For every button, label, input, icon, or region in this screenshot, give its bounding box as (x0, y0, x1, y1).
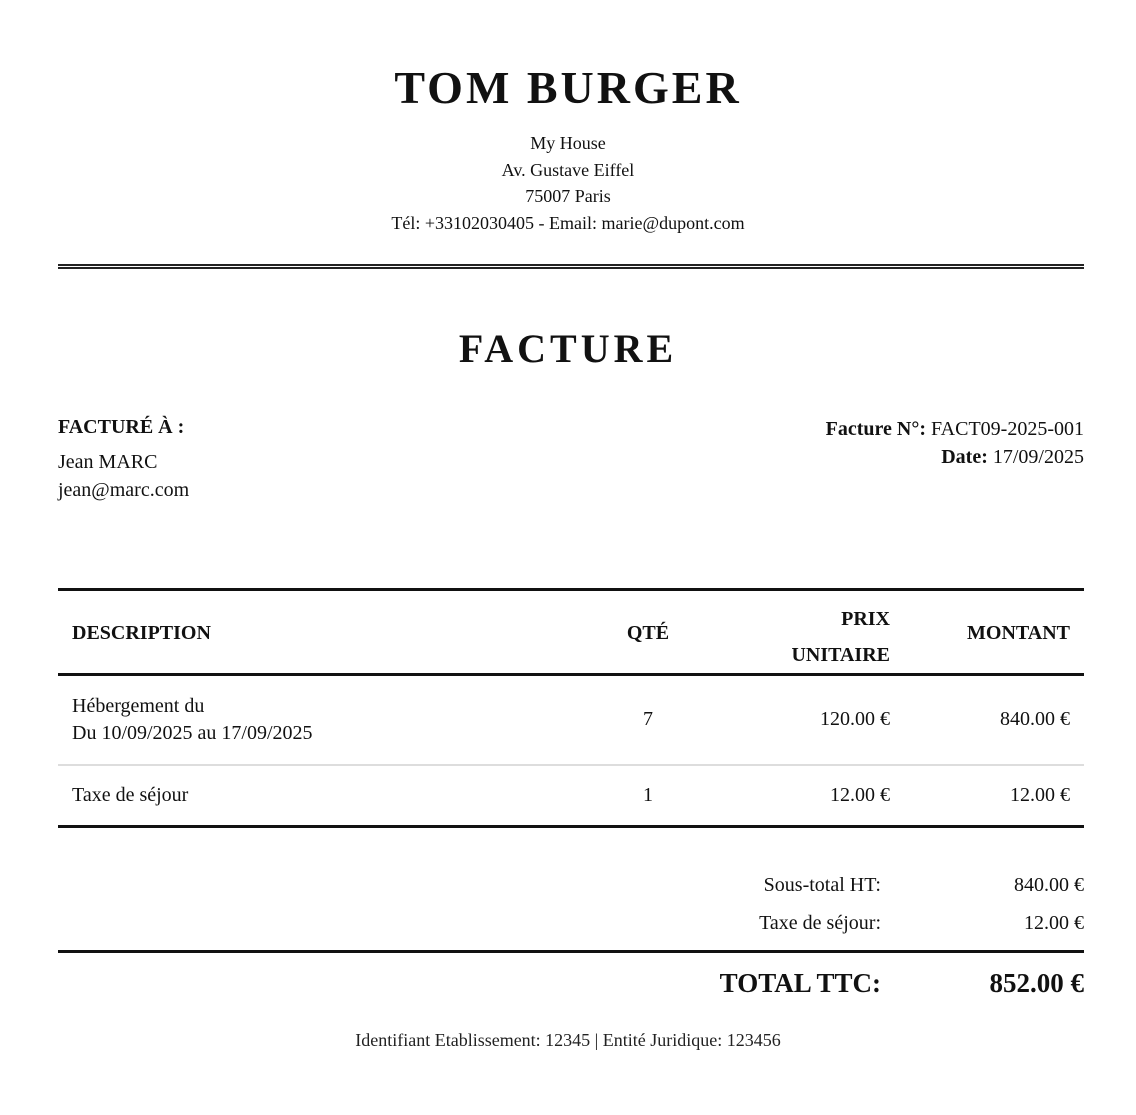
row-unit-price: 120.00 € (820, 708, 890, 730)
invoice-meta (826, 415, 1084, 471)
header-description: DESCRIPTION (72, 622, 211, 644)
billed-to-label: FACTURÉ À : (58, 416, 185, 438)
address-line-1: My House (530, 133, 606, 153)
header-unit-price-line2: UNITAIRE (791, 644, 890, 666)
header-unit-price (791, 606, 890, 668)
subtotal-label: Sous-total HT: (763, 874, 881, 896)
subtotal-value: 840.00 € (1014, 874, 1084, 896)
invoice-number-label: Facture N°: (825, 418, 927, 440)
grand-total-label: TOTAL TTC: (719, 968, 881, 998)
row-amount: 840.00 € (1000, 708, 1070, 730)
header-qty: QTÉ (626, 622, 670, 644)
row-description-line1: Taxe de séjour (72, 784, 189, 806)
tax-label: Taxe de séjour: (759, 912, 881, 934)
footer-legal: Identifiant Etablissement: 12345 | Entité Juridique: 123456 (355, 1030, 781, 1050)
header-amount: MONTANT (967, 622, 1070, 644)
table-bottom-border (58, 825, 1084, 828)
row-description-line2: Du 10/09/2025 au 17/09/2025 (72, 722, 313, 744)
table-row (72, 693, 313, 747)
client-name: Jean MARC (58, 451, 158, 473)
client-email: jean@marc.com (58, 479, 190, 501)
row-qty: 7 (643, 708, 653, 730)
company-address (0, 130, 1136, 236)
document-title: FACTURE (458, 326, 678, 371)
row-amount: 12.00 € (1010, 784, 1070, 806)
invoice-number-row (826, 415, 1084, 443)
totals-divider (58, 950, 1084, 953)
row-qty: 1 (643, 784, 653, 806)
address-line-2: Av. Gustave Eiffel (501, 159, 635, 180)
grand-total-value: 852.00 € (989, 968, 1084, 998)
header-divider (58, 264, 1084, 269)
invoice-date-label: Date: (941, 446, 988, 468)
address-line-3: 75007 Paris (525, 186, 611, 206)
invoice-date-row (826, 443, 1084, 471)
invoice-number: FACT09-2025-001 (931, 418, 1084, 440)
table-top-border (58, 588, 1084, 591)
header-unit-price-line1: PRIX (841, 608, 890, 630)
table-header-border (58, 673, 1084, 676)
row-unit-price: 12.00 € (830, 784, 890, 806)
company-name: TOM BURGER (394, 62, 742, 113)
row-description-line1: Hébergement du (72, 695, 205, 717)
tax-value: 12.00 € (1024, 912, 1084, 934)
company-contact: Tél: +33102030405 - Email: marie@dupont.com (391, 212, 745, 233)
row-divider (58, 764, 1084, 766)
invoice-date: 17/09/2025 (992, 446, 1084, 468)
